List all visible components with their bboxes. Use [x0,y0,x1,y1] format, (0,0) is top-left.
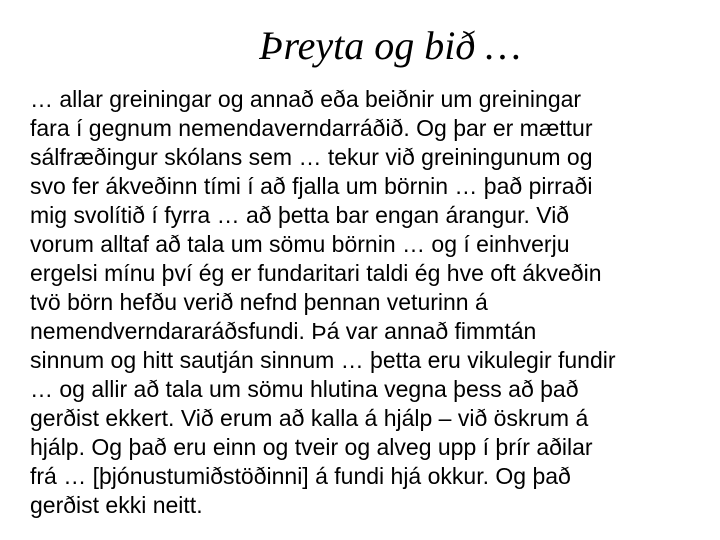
quote-line: ergelsi mínu því ég er fundaritari taldi ég hve oft ákveðin [30,260,602,286]
quote-line: gerðist ekki neitt. [30,492,203,518]
quote-line: sinnum og hitt sautján sinnum … þetta eru vikulegir fundir [30,347,616,373]
quote-line: hjálp. Og það eru einn og tveir og alveg upp í þrír aðilar [30,434,593,460]
quote-line: vorum alltaf að tala um sömu börnin … og í einhverju [30,231,570,257]
quote-line: frá … [þjónustumiðstöðinni] á fundi hjá okkur. Og það [30,463,571,489]
quote-line: svo fer ákveðinn tími í að fjalla um börnin … það pirraði [30,173,593,199]
quote-line: … og allir að tala um sömu hlutina vegna þess að það [30,376,579,402]
quote-line: gerðist ekkert. Við erum að kalla á hjálp – við öskrum á [30,405,589,431]
quote-body [30,85,694,520]
quote-line: fara í gegnum nemendaverndarráðið. Og þar er mættur [30,115,593,141]
quote-line: mig svolítið í fyrra … að þetta bar engan árangur. Við [30,202,570,228]
quote-line: … allar greiningar og annað eða beiðnir um greiningar [30,86,582,112]
quote-line: tvö börn hefðu verið nefnd þennan veturinn á [30,289,488,315]
quote-line: nemendverndararáðsfundi. Þá var annað fimmtán [30,318,537,344]
slide-title: Þreyta og bið … [259,23,521,68]
quote-line: sálfræðingur skólans sem … tekur við greiningunum og [30,144,593,170]
